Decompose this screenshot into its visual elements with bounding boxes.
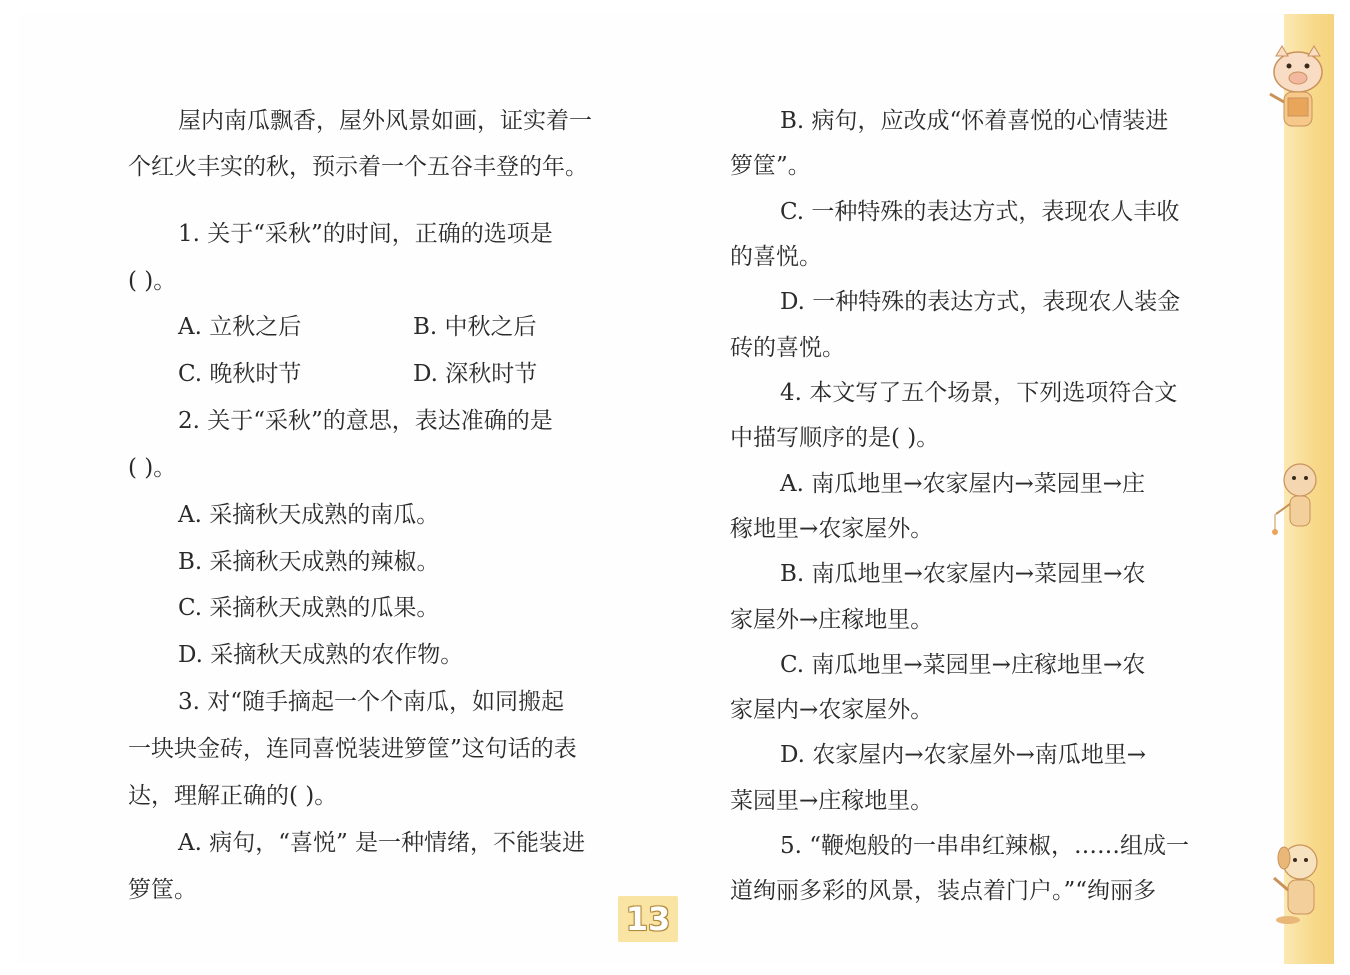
option-d: D. 深秋时节 — [413, 361, 538, 387]
option-a: A. 立秋之后 — [178, 314, 302, 340]
option-d: D. 农家屋内→农家屋外→南瓜地里→ — [780, 742, 1147, 768]
monkey-mascot-icon — [1270, 458, 1330, 548]
answer-blank: ( )。 — [128, 455, 177, 481]
answer-blank: ( )。 — [128, 268, 177, 294]
question-3-line: 一块块金砖，连同喜悦装进箩筐”这句话的表 — [128, 736, 577, 762]
option-a-cont: 箩筐。 — [128, 877, 197, 903]
option-d-cont: 菜园里→庄稼地里。 — [730, 788, 934, 814]
question-5-line: 道绚丽多彩的风景，装点着门户。”“绚丽多 — [730, 878, 1157, 904]
option-a: A. 南瓜地里→农家屋内→菜园里→庄 — [780, 471, 1146, 497]
option-c: C. 采摘秋天成熟的瓜果。 — [178, 595, 440, 621]
intro-line: 屋内南瓜飘香，屋外风景如画，证实着一 — [178, 108, 592, 134]
option-c: C. 晚秋时节 — [178, 361, 302, 387]
question-1: 1. 关于“采秋”的时间，正确的选项是 — [178, 221, 553, 247]
option-d-cont: 砖的喜悦。 — [730, 335, 845, 361]
option-d: D. 一种特殊的表达方式，表现农人装金 — [780, 289, 1181, 315]
option-b-cont: 家屋外→庄稼地里。 — [730, 607, 934, 633]
option-b: B. 采摘秋天成熟的辣椒。 — [178, 549, 440, 575]
question-3-line: 达，理解正确的( )。 — [128, 783, 338, 809]
option-a: A. 采摘秋天成熟的南瓜。 — [178, 502, 440, 528]
pig-mascot-icon — [1258, 42, 1338, 142]
option-b: B. 南瓜地里→农家屋内→菜园里→农 — [780, 561, 1146, 587]
book-page — [18, 14, 1334, 964]
option-c: C. 南瓜地里→菜园里→庄稼地里→农 — [780, 652, 1146, 678]
option-d: D. 采摘秋天成熟的农作物。 — [178, 642, 464, 668]
page-number: 13 — [618, 896, 678, 942]
decorative-sidebar — [1284, 14, 1334, 964]
question-4: 4. 本文写了五个场景，下列选项符合文 — [780, 380, 1178, 406]
option-b-cont: 箩筐”。 — [730, 153, 811, 179]
question-4-line: 中描写顺序的是( )。 — [730, 425, 940, 451]
question-5: 5. “鞭炮般的一串串红辣椒，……组成一 — [780, 833, 1190, 859]
option-c-cont: 的喜悦。 — [730, 244, 822, 270]
option-a-cont: 稼地里→农家屋外。 — [730, 516, 934, 542]
intro-line: 个红火丰实的秋，预示着一个五谷丰登的年。 — [128, 154, 588, 180]
dog-mascot-icon — [1264, 834, 1334, 934]
question-3: 3. 对“随手摘起一个个南瓜，如同搬起 — [178, 689, 565, 715]
option-a: A. 病句，“喜悦” 是一种情绪，不能装进 — [178, 830, 586, 856]
question-2: 2. 关于“采秋”的意思，表达准确的是 — [178, 408, 553, 434]
option-b: B. 中秋之后 — [413, 314, 537, 340]
option-c-cont: 家屋内→农家屋外。 — [730, 697, 934, 723]
option-b: B. 病句，应改成“怀着喜悦的心情装进 — [780, 108, 1169, 134]
option-c: C. 一种特殊的表达方式，表现农人丰收 — [780, 199, 1180, 225]
